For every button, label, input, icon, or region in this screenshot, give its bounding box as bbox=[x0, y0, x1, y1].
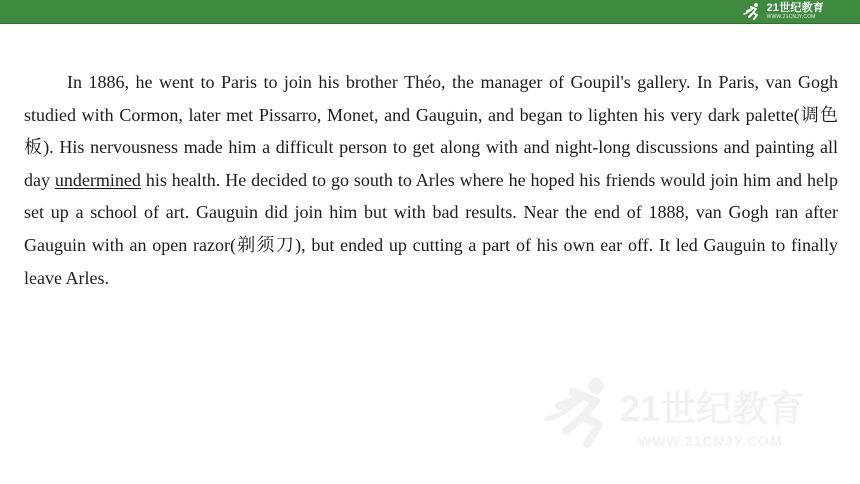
underlined-word: undermined bbox=[54, 169, 141, 190]
top-green-bar bbox=[0, 0, 860, 24]
logo-title: 21世纪教育 bbox=[766, 1, 824, 14]
logo-text-group bbox=[767, 3, 824, 20]
watermark-subtitle: WWW.21CNJY.COM bbox=[638, 433, 783, 449]
watermark-title: 21世纪教育 bbox=[620, 388, 805, 429]
site-watermark bbox=[542, 374, 832, 460]
document-paragraph bbox=[24, 66, 838, 294]
runner-logo-icon bbox=[741, 2, 763, 20]
runner-watermark-icon bbox=[547, 378, 604, 444]
paragraph-text-part-2: his health. He decided to go south to Arles where he hoped his friends would join him and help set up a school of art. Gauguin did join him but with bad results. Near the end of 1888, van Gogh ran after Gauguin with an open razor(剃须刀), but ended up cutting a part of his own ear off. It led Gauguin to finally leave Arles. bbox=[24, 169, 838, 288]
site-logo bbox=[741, 2, 824, 20]
logo-subtitle: WWW.21CNJY.COM bbox=[766, 13, 816, 20]
paragraph-text-part-1: In 1886, he went to Paris to join his brother Théo, the manager of Goupil's gallery. In Paris, van Gogh studied with Cormon, later met Pissarro, Monet, and Gauguin, and began to lighten his very dark palette(调色板). His nervousness made him a difficult person to get along with and night-long discussions and painting all day bbox=[24, 72, 838, 190]
